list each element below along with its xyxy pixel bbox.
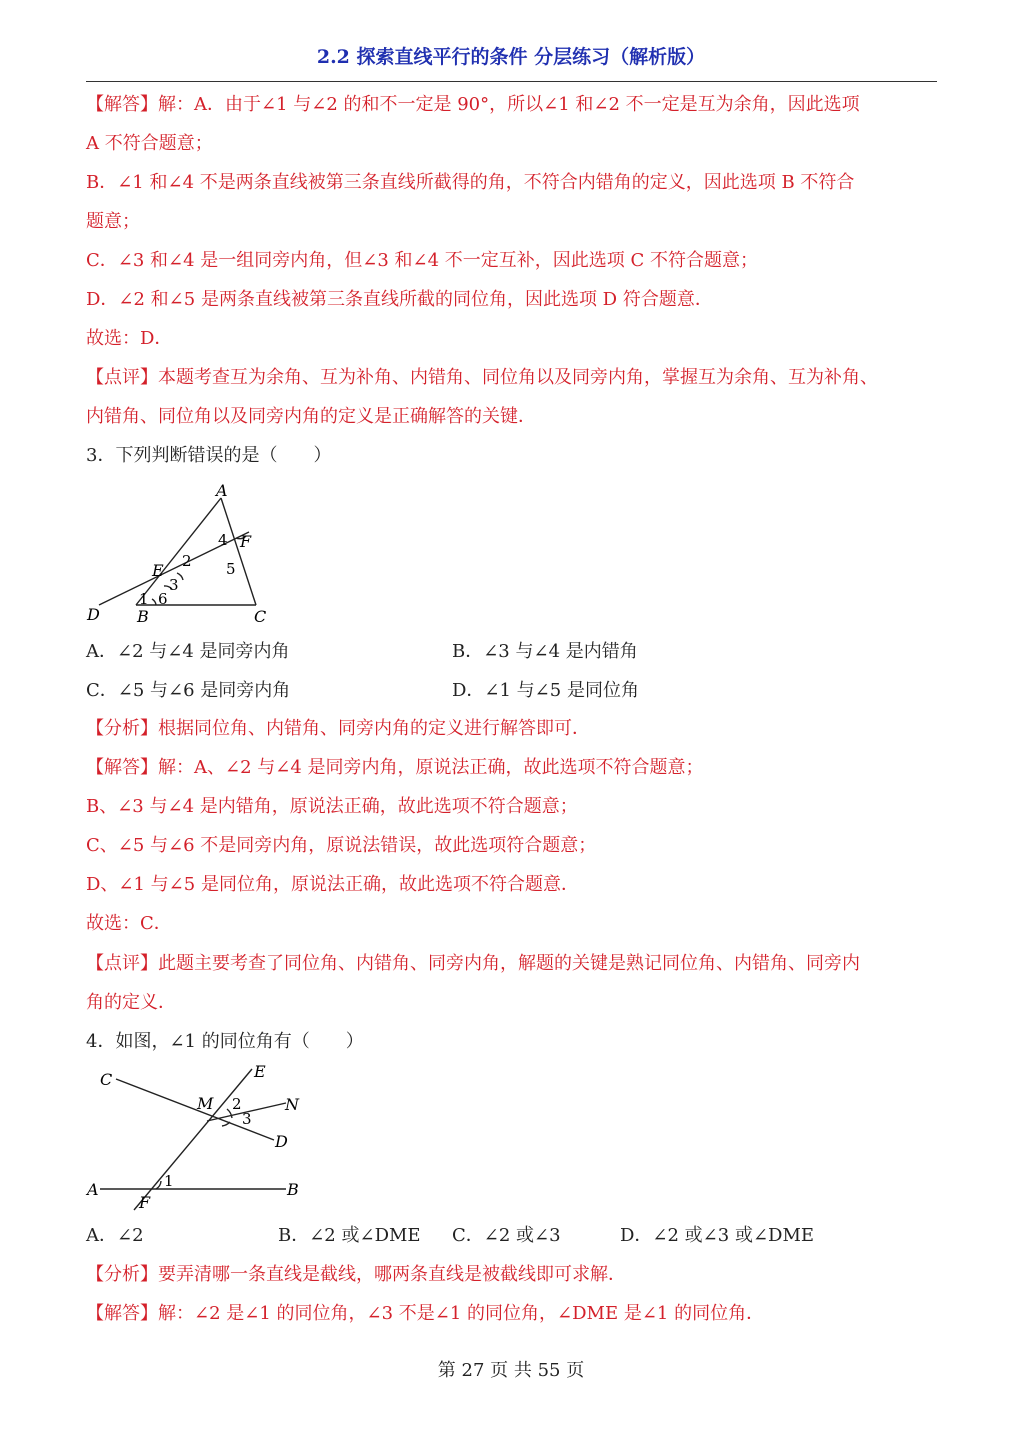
- q4-option-d: D．∠2 或∠3 或∠DME: [620, 1225, 815, 1246]
- q3-triangle-figure: [84, 480, 284, 630]
- line-ac: [221, 498, 256, 605]
- q4-solution: 【解答】解：∠2 是∠1 的同位角，∠3 不是∠1 的同位角，∠DME 是∠1 的同位角．: [86, 1303, 765, 1324]
- label-a: A: [87, 1180, 99, 1199]
- q3-solution-line-2: B、∠3 与∠4 是内错角，原说法正确，故此选项不符合题意；: [86, 796, 578, 817]
- q2-comment-line-2: 内错角、同位角以及同旁内角的定义是正确解答的关键．: [86, 406, 536, 427]
- q2-solution-line-5: C．∠3 和∠4 是一组同旁内角，但∠3 和∠4 不一定互补，因此选项 C 不符合题意；: [86, 250, 759, 271]
- q4-stem: 4．如图，∠1 的同位角有（ ）: [86, 1031, 364, 1052]
- q2-solution-line-2: A 不符合题意；: [86, 133, 213, 154]
- q3-stem: 3．下列判断错误的是（ ）: [86, 445, 332, 466]
- arc-1: [152, 599, 156, 605]
- arc-3: [222, 1122, 230, 1126]
- label-e: E: [152, 561, 164, 580]
- q2-solution-line-4: 题意；: [86, 211, 140, 232]
- angle-6-label: 6: [158, 590, 168, 608]
- q3-option-d: D．∠1 与∠5 是同位角: [452, 680, 639, 701]
- angle-4-label: 4: [218, 531, 228, 549]
- label-d: D: [87, 605, 100, 624]
- q3-option-c: C．∠5 与∠6 是同旁内角: [86, 680, 291, 701]
- page-number: 第 27 页 共 55 页: [437, 1360, 585, 1381]
- angle-5-label: 5: [226, 560, 236, 578]
- q3-comment-line-2: 角的定义．: [86, 992, 176, 1013]
- q2-solution-line-3: B．∠1 和∠4 不是两条直线被第三条直线所截得的角，不符合内错角的定义，因此选项 B 不符合: [86, 172, 855, 193]
- angle-2-label: 2: [182, 552, 192, 570]
- label-f: F: [139, 1193, 151, 1212]
- q3-comment-line-1: 【点评】此题主要考查了同位角、内错角、同旁内角，解题的关键是熟记同位角、内错角、同旁内: [86, 953, 860, 974]
- label-e: E: [254, 1062, 266, 1081]
- label-f: F: [240, 532, 252, 551]
- q4-analysis: 【分析】要弄清哪一条直线是截线，哪两条直线是被截线即可求解．: [86, 1264, 626, 1285]
- q4-option-a: A．∠2: [86, 1225, 144, 1246]
- q4-option-b: B．∠2 或∠DME: [278, 1225, 421, 1246]
- q3-solution-line-3: C、∠5 与∠6 不是同旁内角，原说法错误，故此选项符合题意；: [86, 835, 597, 856]
- q3-option-a: A．∠2 与∠4 是同旁内角: [86, 641, 290, 662]
- q3-solution-line-4: D、∠1 与∠5 是同位角，原说法正确，故此选项不符合题意．: [86, 874, 579, 895]
- label-n: N: [285, 1095, 299, 1114]
- angle-1-label: 1: [139, 590, 149, 608]
- angle-2-label: 2: [232, 1095, 242, 1113]
- angle-3-label: 3: [242, 1110, 252, 1128]
- q2-answer: 故选：D．: [86, 328, 173, 349]
- label-c: C: [254, 607, 267, 626]
- label-b: B: [137, 607, 149, 626]
- label-m: M: [197, 1094, 214, 1113]
- q3-solution-line-1: 【解答】解：A、∠2 与∠4 是同旁内角，原说法正确，故此选项不符合题意；: [86, 757, 704, 778]
- page-title: 2.2 探索直线平行的条件 分层练习（解析版）: [316, 46, 706, 68]
- q2-solution-line-6: D．∠2 和∠5 是两条直线被第三条直线所截的同位角，因此选项 D 符合题意．: [86, 289, 713, 310]
- label-c: C: [100, 1070, 113, 1089]
- q3-option-b: B．∠3 与∠4 是内错角: [452, 641, 638, 662]
- header-divider: [86, 81, 937, 82]
- q4-option-c: C．∠2 或∠3: [452, 1225, 561, 1246]
- label-a: A: [216, 481, 228, 500]
- angle-1-label: 1: [164, 1172, 174, 1190]
- label-d: D: [275, 1132, 288, 1151]
- q4-lines-figure: [84, 1058, 314, 1218]
- q2-solution-line-1: 【解答】解：A．由于∠1 与∠2 的和不一定是 90°，所以∠1 和∠2 不一定是互为余角，因此选项: [86, 94, 860, 115]
- angle-3-label: 3: [169, 576, 179, 594]
- q3-analysis: 【分析】根据同位角、内错角、同旁内角的定义进行解答即可．: [86, 718, 590, 739]
- label-b: B: [287, 1180, 299, 1199]
- q2-comment-line-1: 【点评】本题考查互为余角、互为补角、内错角、同位角以及同旁内角，掌握互为余角、互为补角、: [86, 367, 878, 388]
- q3-answer: 故选：C．: [86, 913, 172, 934]
